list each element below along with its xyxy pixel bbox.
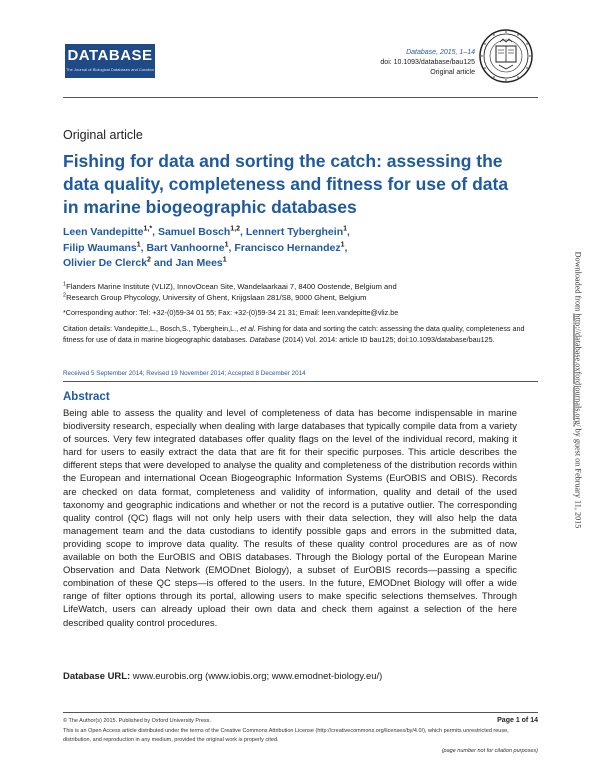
- download-note: [574, 252, 583, 529]
- author-separator: ,: [152, 226, 158, 238]
- author-superscript: 1: [222, 256, 227, 264]
- page-number: Page 1 of 14: [497, 717, 538, 724]
- article-type: Original article: [430, 69, 475, 76]
- abstract-divider: [63, 381, 538, 382]
- abstract-body: Being able to assess the quality and level of completeness of data has become indispensable in marine biodiversity research, especially when dealing with large databases that typically compile data from a variety of sources. Very few integrated databases offer quality flags on the level of the individual record, making it hard for users to easily extract the data that are fit for their specific purposes. This article describes the different steps that were developed to analyse the quality and completeness of the distribution records within the European and international Ocean Biogeographic Information Systems (EurOBIS and OBIS). Records are checked on data format, completeness and validity of information, quality and detail of the used taxonomy and geographic indications and whether or not the record is a putative outlier. The corresponding quality control (QC) flags will not only help users with their data selection, they will also help the data management team and the data custodians to identify possible gaps and errors in the submitted data, providing scope to improve data quality. The results of these quality control procedures are as of now available on both the EurOBIS and OBIS databases. Through the Biology portal of the European Marine Observation and Data Network (EMODnet Biology), a subset of EurOBIS records—passing a specific combination of these QC steps—is offered to the users. In the future, EMODnet Biology will offer a wide range of filter options through its portal, allowing users to make specific selections themselves. Through LifeWatch, users can already upload their own data and check them against a selection of the here described quality control procedures.: [63, 408, 517, 629]
- license-text: This is an Open Access article distributed under the terms of the Creative Commons Attribution License (http://creativecommons.org/licenses/by/4.0/), which permits unrestricted reuse, distribution, and reproduction in any medium, provided the original work is properly cited.: [63, 728, 509, 743]
- affiliation-number: 1: [63, 281, 67, 288]
- affiliation-text: Flanders Marine Institute (VLIZ), InnovOcean Site, Wandelaarkaai 7, 8400 Oostende, Belgium and: [66, 282, 397, 291]
- author-separator: ,: [140, 241, 147, 254]
- database-url-line: [63, 670, 523, 683]
- author-separator: ,: [240, 226, 246, 238]
- author-superscript: 1,2: [230, 225, 241, 233]
- journal-reference: [380, 48, 475, 78]
- oxford-seal-icon: [478, 28, 534, 84]
- author-list: [63, 225, 523, 272]
- download-note-link[interactable]: http://database.oxfordjournals.org/: [573, 313, 583, 427]
- author-separator: and: [150, 257, 176, 269]
- author-name[interactable]: Leen Vandepitte: [63, 226, 144, 238]
- author-separator: ,: [344, 241, 348, 254]
- correspondence-line: *Corresponding author: Tel: +32-(0)59-34 01 55; Fax: +32-(0)59-34 21 31; Email: leen.vandepitte@vliz.be: [63, 308, 399, 317]
- author-superscript: 1: [343, 225, 348, 233]
- download-note-prefix: Downloaded from: [573, 251, 583, 314]
- citation-prefix: Citation details: Vandepitte,L., Bosch,S., Tyberghein,L.,: [63, 324, 241, 333]
- doi-line[interactable]: doi: 10.1093/database/bau125: [380, 59, 475, 66]
- database-url-value[interactable]: www.eurobis.org (www.iobis.org; www.emodnet-biology.eu/): [130, 671, 383, 682]
- citation-details: [63, 324, 533, 345]
- citation-note: (page number not for citation purposes): [441, 748, 538, 754]
- author-name[interactable]: Lennert Tyberghein: [245, 226, 344, 238]
- logo-subtitle: The Journal of Biological Databases and Curation: [65, 67, 155, 72]
- author-superscript: 2: [147, 256, 151, 264]
- journal-line: Database, 2015, 1–14: [406, 49, 475, 56]
- citation-journal: Database: [249, 334, 281, 344]
- database-logo[interactable]: [65, 44, 155, 78]
- database-url-label: Database URL:: [63, 671, 131, 682]
- author-name[interactable]: Samuel Bosch: [157, 226, 231, 238]
- affiliation-line: [63, 292, 533, 303]
- received-dates: Received 5 September 2014; Revised 19 November 2014; Accepted 8 December 2014: [63, 370, 306, 377]
- copyright-line: © The Author(s) 2015. Published by Oxford University Press.: [63, 718, 211, 724]
- author-superscript: 1: [136, 241, 141, 248]
- author-name[interactable]: Bart Vanhoorne: [146, 241, 225, 254]
- section-label: Original article: [63, 128, 143, 142]
- download-note-suffix: by guest on February 11, 2015: [573, 426, 583, 529]
- abstract-heading: Abstract: [63, 391, 110, 403]
- author-separator: ,: [228, 241, 235, 254]
- affiliation-number: 2: [63, 292, 67, 299]
- logo-title: DATABASE: [67, 47, 153, 64]
- author-superscript: 1: [340, 241, 345, 248]
- article-title: Fishing for data and sorting the catch: assessing the data quality, completeness and fitness for use of data in marine biogeographic databases: [63, 151, 509, 217]
- author-name[interactable]: Filip Waumans: [63, 241, 137, 254]
- footer-divider: [63, 712, 538, 713]
- author-separator: ,: [347, 226, 350, 238]
- affiliations: [63, 281, 533, 303]
- author-superscript: 1,*: [143, 225, 153, 233]
- affiliation-text: Research Group Phycology, University of Ghent, Krijgslaan 281/S8, 9000 Ghent, Belgium: [66, 293, 367, 302]
- author-name[interactable]: Olivier De Clerck: [63, 257, 148, 269]
- citation-etal: et al.: [240, 324, 256, 333]
- header-divider: [63, 97, 538, 98]
- author-superscript: 1: [224, 241, 229, 248]
- author-name[interactable]: Jan Mees: [175, 257, 223, 269]
- affiliation-line: [63, 281, 533, 292]
- author-name[interactable]: Francisco Hernandez: [234, 241, 341, 254]
- citation-middle: Fishing for data and sorting the catch: assessing the data quality, completeness and fitness for use of data in marine biogeographic databases.: [63, 324, 525, 344]
- citation-suffix: (2014) Vol. 2014: article ID bau125; doi:10.1093/database/bau125.: [280, 334, 495, 344]
